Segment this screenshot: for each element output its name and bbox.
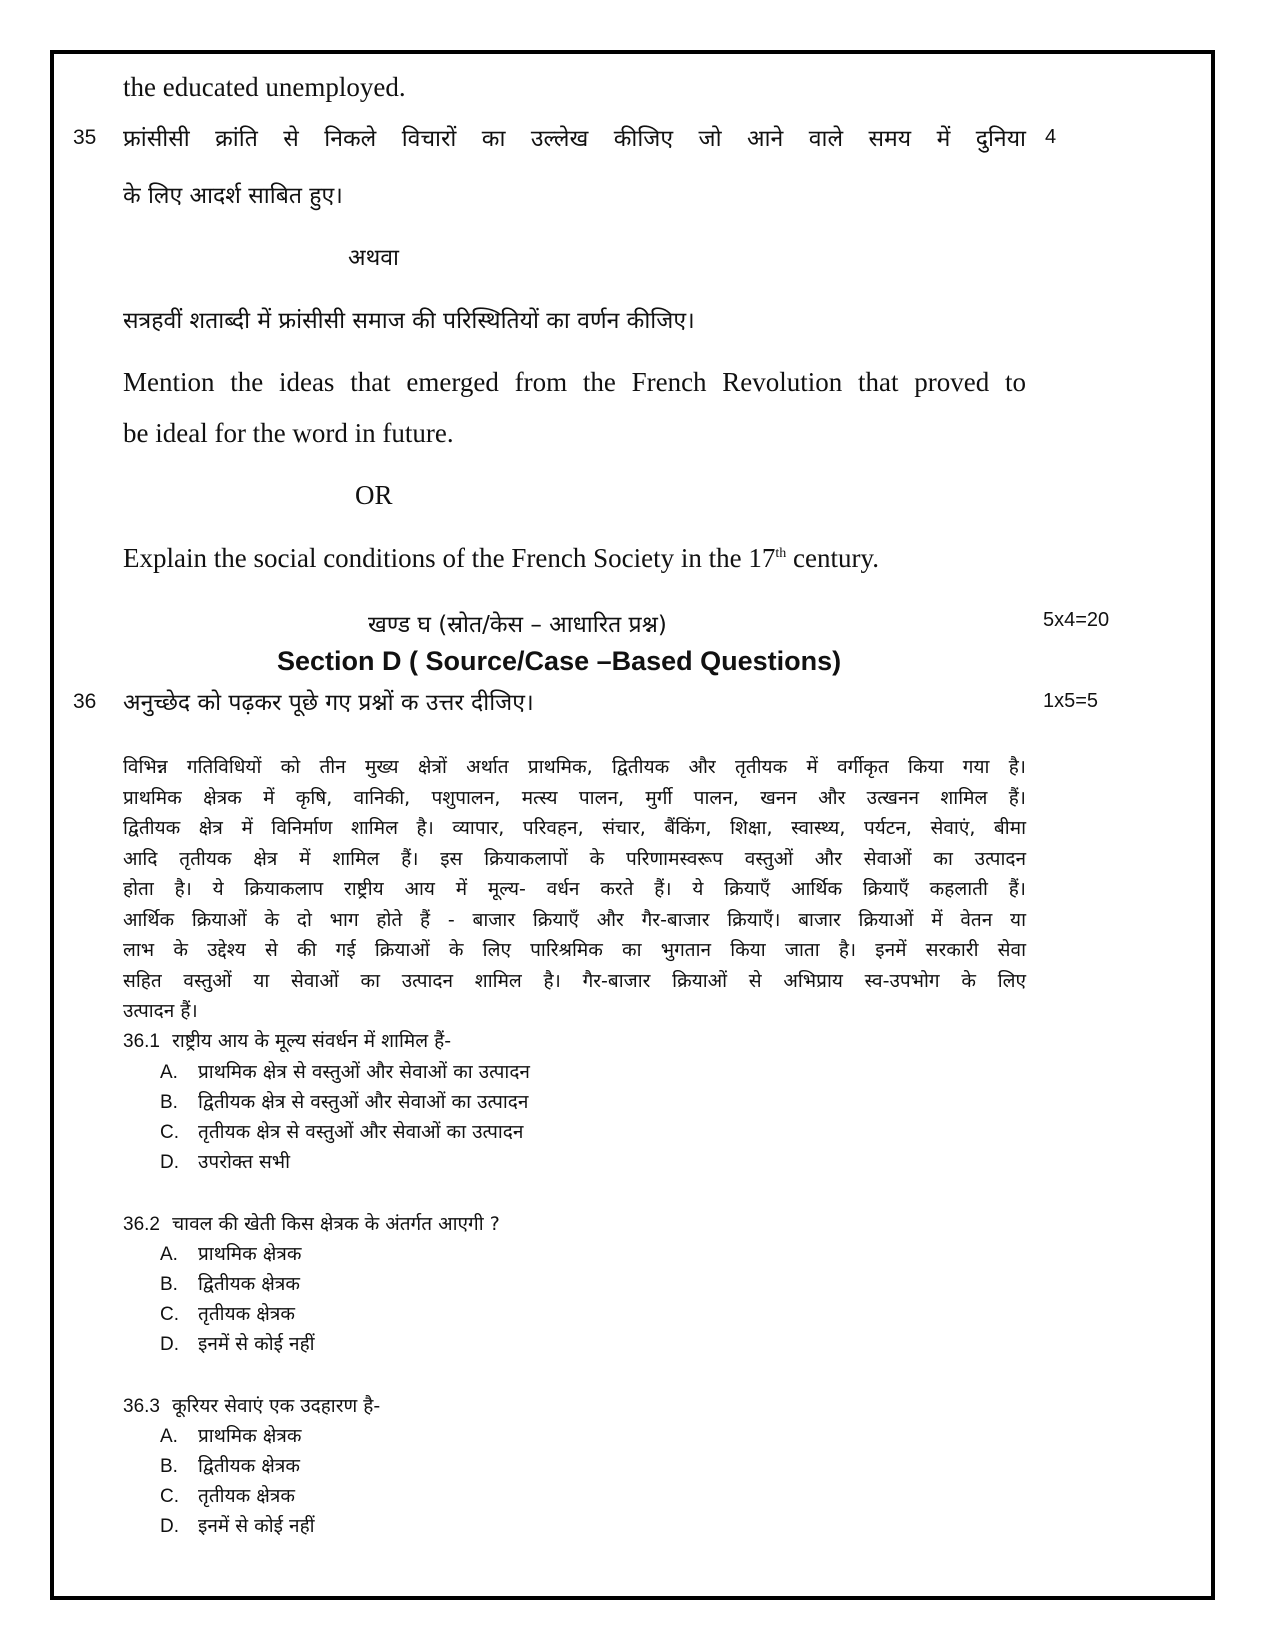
- subquestion-36-2: 36.2 चावल की खेती किस क्षेत्रक के अंतर्गत आएगी ?: [123, 1213, 500, 1235]
- source-passage: [123, 752, 1026, 1027]
- question-number: 35: [73, 126, 97, 149]
- passage-line: होता है। ये क्रियाकलाप राष्ट्रीय आय में मूल्य- वर्धन करते हैं। ये क्रियाएँ आर्थिक क्रियाएँ कहलाती हैं।: [123, 878, 1026, 900]
- option-a: A. प्राथमिक क्षेत्र से वस्तुओं और सेवाओं का उत्पादन: [160, 1061, 530, 1083]
- section-heading-english: Section D ( Source/Case –Based Questions): [277, 646, 842, 676]
- option-d: D. उपरोक्त सभी: [160, 1151, 291, 1173]
- or-english: OR: [355, 480, 393, 510]
- option-b: B. द्वितीयक क्षेत्रक: [160, 1273, 300, 1295]
- option-b: B. द्वितीयक क्षेत्रक: [160, 1455, 300, 1477]
- passage-line: विभिन्न गतिविधियों को तीन मुख्य क्षेत्रों अर्थात प्राथमिक, द्वितीयक और तृतीयक में वर्गीकृत किया गया है।: [123, 756, 1026, 778]
- option-d: D. इनमें से कोई नहीं: [160, 1333, 315, 1355]
- option-d: D. इनमें से कोई नहीं: [160, 1515, 315, 1537]
- passage-line: आर्थिक क्रियाओं के दो भाग होते हैं - बाजार क्रियाएँ और गैर-बाजार क्रियाएँ। बाजार क्रियाओं में वेतन या: [123, 908, 1026, 931]
- question-english-line: Mention the ideas that emerged from the French Revolution that proved to: [123, 367, 1026, 397]
- option-c: C. तृतीयक क्षेत्रक: [160, 1485, 295, 1507]
- passage-line: आदि तृतीयक क्षेत्र में शामिल हैं। इस क्रियाकलापों के परिणामस्वरूप वस्तुओं और सेवाओं का उत्पादन: [123, 847, 1026, 870]
- previous-answer-line: the educated unemployed.: [123, 72, 406, 102]
- question-hindi-alternative: सत्रहवीं शताब्दी में फ्रांसीसी समाज की परिस्थितियों का वर्णन कीजिए।: [123, 308, 695, 334]
- question-number: 36: [73, 690, 97, 713]
- option-a: A. प्राथमिक क्षेत्रक: [160, 1425, 302, 1447]
- passage-line: लाभ के उद्देश्य से की गई क्रियाओं के लिए पारिश्रमिक का भुगतान किया जाता है। इनमें सरकारी सेवा: [123, 939, 1026, 961]
- subquestion-36-3: 36.3 कूरियर सेवाएं एक उदहारण है-: [123, 1395, 381, 1417]
- section-marks: 5x4=20: [1043, 609, 1110, 631]
- question-english-line: be ideal for the word in future.: [123, 418, 454, 448]
- option-b: B. द्वितीयक क्षेत्र से वस्तुओं और सेवाओं का उत्पादन: [160, 1091, 529, 1113]
- question-marks: 4: [1045, 126, 1057, 148]
- question-marks: 1x5=5: [1043, 690, 1099, 712]
- option-c: C. तृतीयक क्षेत्रक: [160, 1303, 295, 1325]
- passage-line: द्वितीयक क्षेत्र में विनिर्माण शामिल है। व्यापार, परिवहन, संचार, बैंकिंग, शिक्षा, स्वास्थ्य, पर्यटन, सेवाएं, बीमा: [123, 817, 1026, 839]
- passage-line: सहित वस्तुओं या सेवाओं का उत्पादन शामिल है। गैर-बाजार क्रियाओं से अभिप्राय स्व-उपभोग के लिए: [123, 969, 1026, 992]
- question-hindi-line: फ्रांसीसी क्रांति से निकले विचारों का उल्लेख कीजिए जो आने वाले समय में दुनिया: [123, 126, 1026, 152]
- option-c: C. तृतीयक क्षेत्र से वस्तुओं और सेवाओं का उत्पादन: [160, 1121, 524, 1143]
- subquestion-36-1: 36.1 राष्ट्रीय आय के मूल्य संवर्धन में शामिल हैं-: [123, 1030, 452, 1052]
- option-a: A. प्राथमिक क्षेत्रक: [160, 1243, 302, 1265]
- passage-line: उत्पादन हैं।: [123, 1000, 198, 1022]
- section-heading-hindi: खण्ड घ (स्रोत/केस – आधारित प्रश्न): [368, 612, 667, 638]
- question-english-alternative: Explain the social conditions of the French Society in the 17th century.: [123, 543, 879, 573]
- question-hindi-line: के लिए आदर्श साबित हुए।: [123, 183, 343, 209]
- passage-line: प्राथमिक क्षेत्रक में कृषि, वानिकी, पशुपालन, मत्स्य पालन, मुर्गी पालन, खनन और उत्खनन शामिल हैं।: [123, 786, 1026, 809]
- or-hindi: अथवा: [348, 245, 400, 271]
- question-instruction: अनुच्छेद को पढ़कर पूछे गए प्रश्नों क उत्तर दीजिए।: [123, 690, 534, 716]
